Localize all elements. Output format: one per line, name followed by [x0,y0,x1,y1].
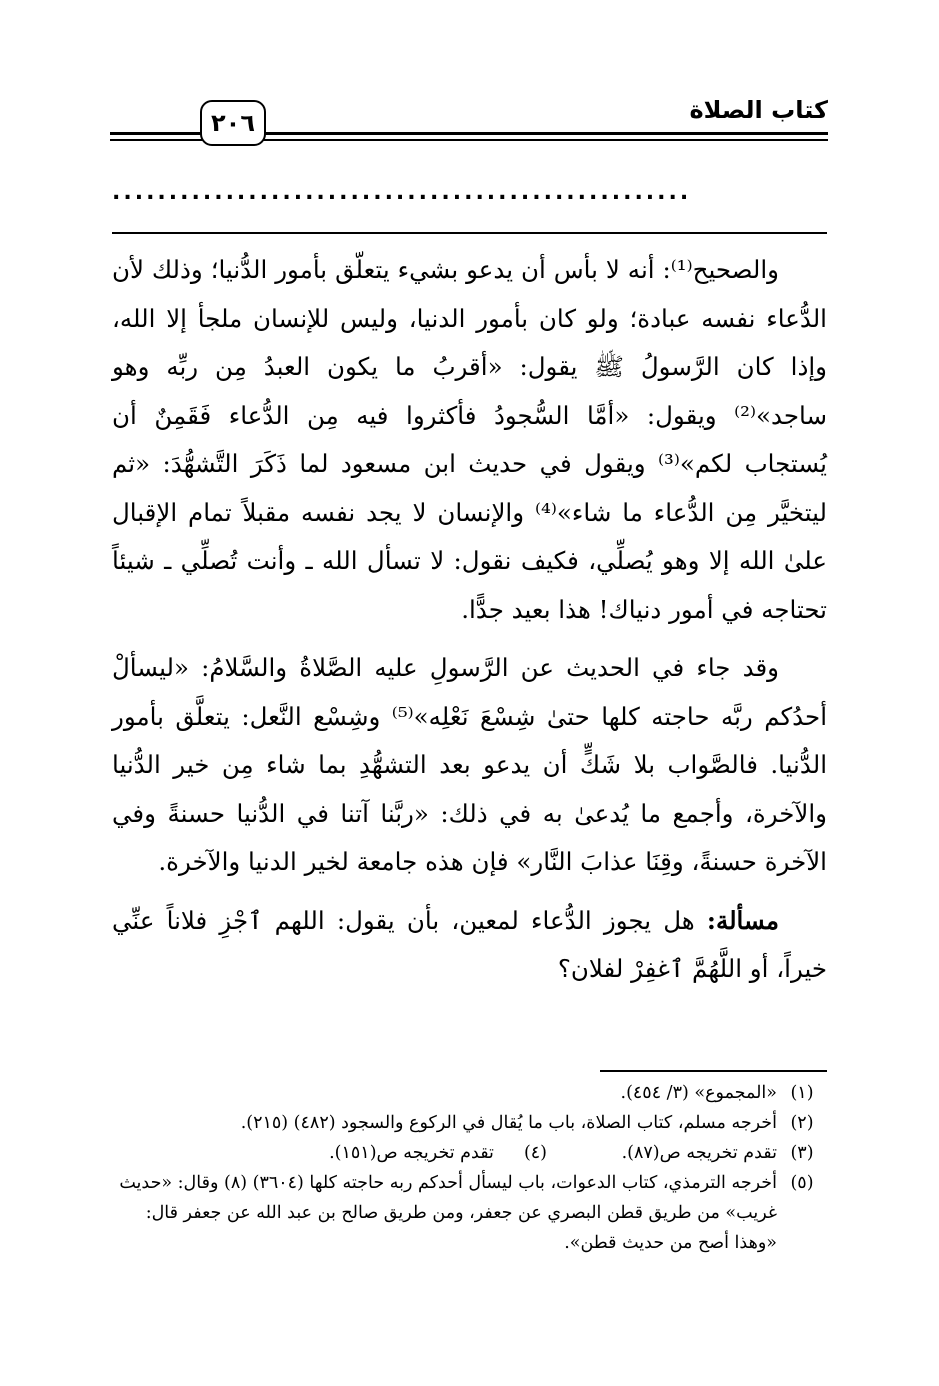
footnote [112,1078,827,1108]
question-text: هل يجوز الدُّعاء لمعين، بأن يقول: اللهم ٱجْزِ فلاناً عنِّي خيراً، أو اللَّهُمَّ ٱغفِرْ لفلان؟ [112,905,827,983]
footnote-text: «المجموع» (٣/ ٤٥٤). [620,1083,777,1103]
paragraph [112,644,827,887]
paragraph [112,246,827,634]
section-rule [112,232,827,234]
footnote [112,1138,827,1168]
footnote-number: (٢) [790,1113,814,1133]
footnote-number: (٣) [790,1143,814,1163]
footnote-text: تقدم تخريجه ص(١٥١). [329,1143,494,1163]
book-title: كتاب الصلاة [689,96,828,124]
footnote-rule [600,1070,827,1072]
footnote-number: (٥) [790,1173,814,1193]
footnote-number: (١) [790,1083,814,1103]
page-header [110,96,828,156]
footnote-text: أخرجه مسلم، كتاب الصلاة، باب ما يُقال في الركوع والسجود (٤٨٢) (٢١٥). [240,1113,777,1133]
footnotes [112,1078,827,1258]
footnote [112,1168,827,1258]
paragraph-text: وقد جاء في الحديث عن الرَّسولِ عليه الصَّلاةُ والسَّلامُ: «ليسألْ أحدُكم ربَّه حاجته كلها حتىٰ شِسْعَ نَعْلِه»⁽⁵⁾ وشِسْع النَّعل: يتعلَّق بأمور الدُّنيا. فالصَّواب بلا شَكٍّ أن يدعو بعد التشهُّدِ بما شاء مِن خير الدُّنيا والآخرة، وأجمع ما يُدعىٰ به في ذلك: «ربَّنا آتنا في الدُّنيا حسنةً وفي الآخرة حسنةً، وقِنَا عذابَ النَّار» فإن هذه جامعة لخير الدنيا والآخرة. [112,653,827,876]
question-paragraph [112,897,827,994]
footnote-number: (٤) [523,1143,547,1163]
dotted-separator: ................................................... [112,180,692,205]
question-label: مسألة: [706,905,779,935]
paragraph-text: والصحيح⁽¹⁾: أنه لا بأس أن يدعو بشيء يتعلّق بأمور الدُّنيا؛ وذلك لأن الدُّعاء نفسه عبادة؛ ولو كان بأمور الدنيا، وليس للإنسان ملجأ إلا الله، وإذا كان الرَّسولُ ﷺ يقول: «أقربُ ما يكون العبدُ مِن ربِّه وهو ساجد»⁽²⁾ ويقول: «أمَّا السُّجودُ فأكثروا فيه مِن الدُّعاء فَقَمِنٌ أن يُستجاب لكم»⁽³⁾ ويقول في حديث ابن مسعود لما ذَكَرَ التَّشهُّدَ: «ثم ليتخيَّر مِن الدُّعاء ما شاء»⁽⁴⁾ والإنسان لا يجد نفسه مقبلاً تمام الإقبال علىٰ الله إلا وهو يُصلِّي، فكيف نقول: لا تسأل الله ـ وأنت تُصلِّي ـ شيئاً تحتاجه في أمور دنياك! هذا بعيد جدًّا. [112,255,828,624]
footnote-text: تقدم تخريجه ص(٨٧). [621,1143,777,1163]
footnote-text: أخرجه الترمذي، كتاب الدعوات، باب ليسأل أحدكم ربه حاجته كلها (٣٦٠٤) (٨) وقال: «حديث غريب» من طريق قطن البصري عن جعفر، ومن طريق صالح بن عبد الله عن جعفر قال: «وهذا أصح من حديث قطن». [119,1173,777,1253]
footnote [112,1108,827,1138]
page-number: ٢٠٦ [200,100,266,146]
main-text [112,246,827,994]
